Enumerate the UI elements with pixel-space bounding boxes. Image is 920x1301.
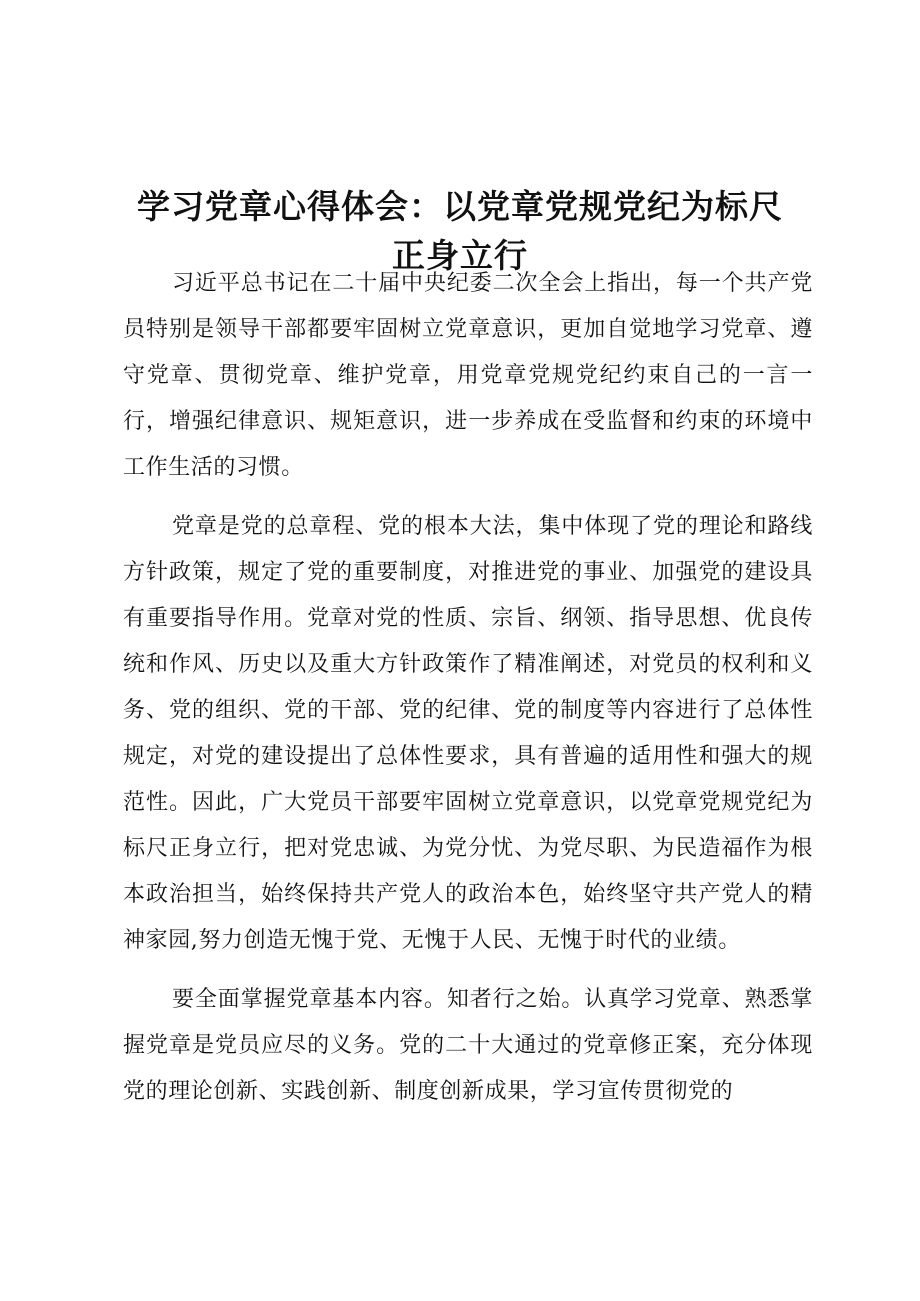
paragraph-2: 党章是党的总章程、党的根本大法，集中体现了党的理论和路线方针政策，规定了党的重要制度，对推进党的事业、加强党的建设具有重要指导作用。党章对党的性质、宗旨、纲领、指导思想、优良传统和作风、历史以及重大方针政策作了精准阐述，对党员的权利和义务、党的组织、党的干部、党的纪律、党的制度等内容进行了总体性规定，对党的建设提出了总体性要求，具有普遍的适用性和强大的规范性。因此，广大党员干部要牢固树立党章意识，以党章党规党纪为标尺正身立行，把对党忠诚、为党分忧、为党尽职、为民造福作为根本政治担当，始终保持共产党人的政治本色，始终坚守共产党人的精神家园,努力创造无愧于党、无愧于人民、无愧于时代的业绩。 [123, 514, 813, 953]
title-line-1: 学习党章心得体会：以党章党规党纪为标尺 [137, 187, 783, 227]
paragraph-3: 要全面掌握党章基本内容。知者行之始。认真学习党章、熟悉掌握党章是党员应尽的义务。党的二十大通过的党章修正案，充分体现党的理论创新、实践创新、制度创新成果，学习宣传贯彻党的 [123, 987, 813, 1104]
article-body [123, 261, 813, 1128]
paragraph-1: 习近平总书记在二十届中央纪委二次全会上指出，每一个共产党员特别是领导干部都要牢固树立党章意识，更加自觉地学习党章、遵守党章、贯彻党章、维护党章，用党章党规党纪约束自己的一言一行，增强纪律意识、规矩意识，进一步养成在受监督和约束的环境中工作生活的习惯。 [123, 271, 813, 480]
title-line-2: 正身立行 [392, 236, 528, 276]
